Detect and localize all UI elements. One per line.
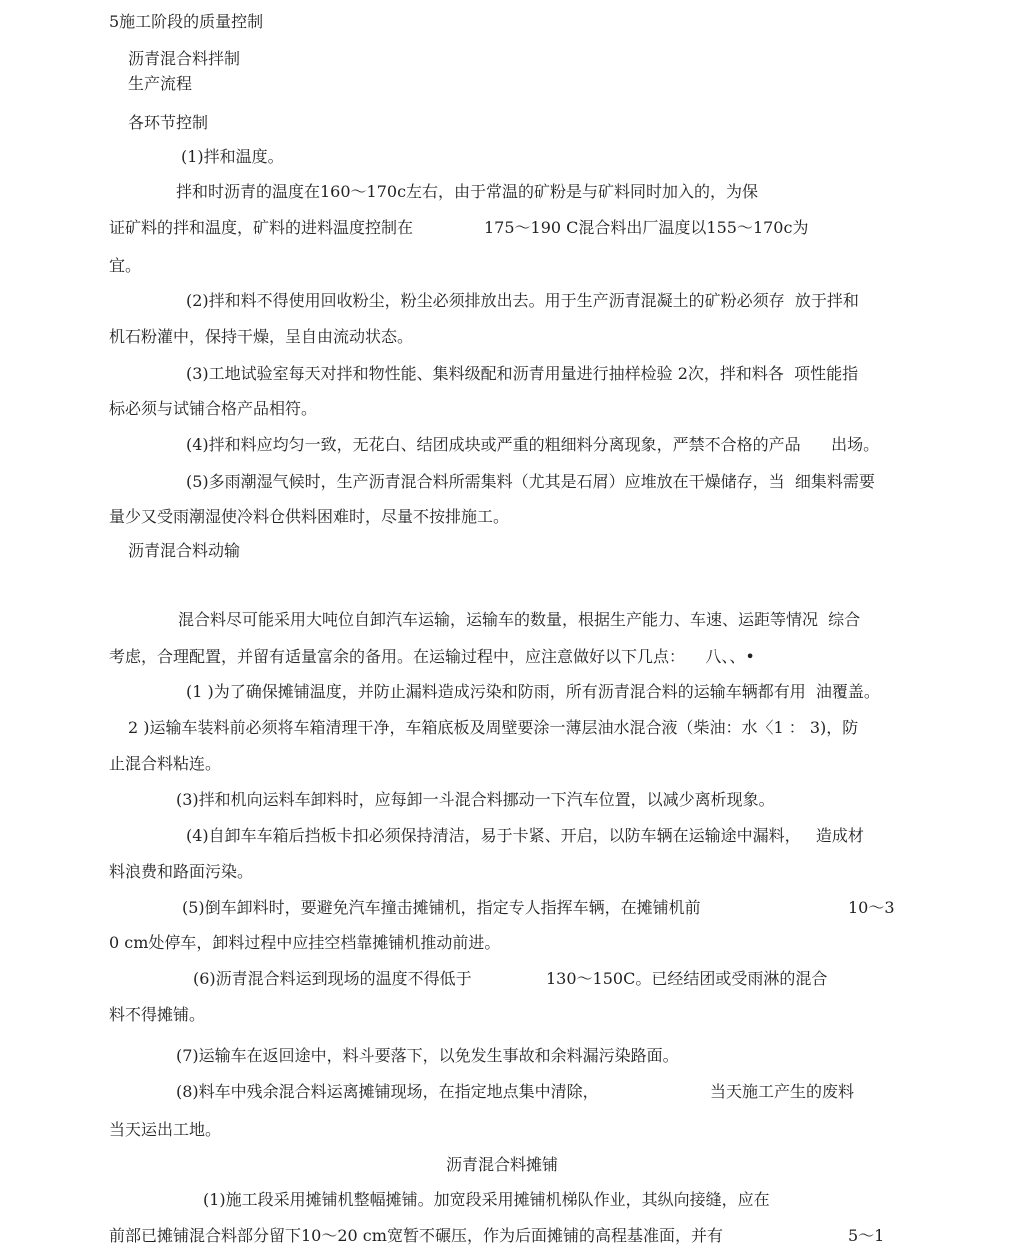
paragraph-line: 宜。 [109,256,142,275]
paragraph-line: (1 )为了确保摊铺温度，并防止漏料造成污染和防雨，所有沥青混合料的运输车辆都有用 油覆盖。 [186,682,880,701]
paragraph-line: 10〜3 [848,898,895,917]
paragraph-line: (2)拌和料不得使用回收粉尘，粉尘必须排放出去。用于生产沥青混凝土的矿粉必须存 放于拌和 [186,291,859,310]
paragraph-line: (1)施工段采用摊铺机整幅摊铺。加宽段采用摊铺机梯队作业，其纵向接缝，应在 [203,1190,770,1209]
paragraph-line: 175〜190 C混合料出厂温度以155〜170c为 [484,218,809,237]
paragraph-line: (5)倒车卸料时，要避免汽车撞击摊铺机，指定专人指挥车辆，在摊铺机前 [182,898,701,917]
subsection-heading: 生产流程 [128,74,193,93]
paragraph-line: (7)运输车在返回途中，料斗要落下，以免发生事故和余料漏污染路面。 [176,1046,679,1065]
section-heading: 5施工阶段的质量控制 [109,12,264,31]
paragraph-line: 量少又受雨潮湿使冷料仓供料困难时，尽量不按排施工。 [109,507,510,526]
paragraph-line: 拌和时沥青的温度在160〜170c左右，由于常温的矿粉是与矿料同时加入的，为保 [176,182,759,201]
subsection-heading: 各环节控制 [128,113,209,132]
paragraph-line: (4)自卸车车箱后挡板卡扣必须保持清洁，易于卡紧、开启，以防车辆在运输途中漏料， 造成材 [186,826,864,845]
paragraph-line: (8)料车中残余混合料运离摊铺现场，在指定地点集中清除， [176,1082,599,1101]
paragraph-line: 前部已摊铺混合料部分留下10〜20 cm宽暂不碾压，作为后面摊铺的高程基准面，并有 [109,1226,723,1245]
paragraph-line: 证矿料的拌和温度，矿料的进料温度控制在 [109,218,414,237]
paragraph-line: (5)多雨潮湿气候时，生产沥青混合料所需集料（尤其是石屑）应堆放在干燥储存，当 细集料需要 [186,472,875,491]
paragraph-line: (4)拌和料应均匀一致，无花白、结团成块或严重的粗细料分离现象，严禁不合格的产品 出场。 [186,435,880,454]
paragraph-line: (1)拌和温度。 [181,147,284,166]
paragraph-line: (3)拌和机向运料车卸料时，应每卸一斗混合料挪动一下汽车位置，以减少离析现象。 [176,790,775,809]
paragraph-line: 130〜150C。已经结团或受雨淋的混合 [546,969,828,988]
subsection-heading: 沥青混合料拌制 [128,49,241,68]
paragraph-line: 当天运出工地。 [109,1120,222,1139]
paragraph-line: 料不得摊铺。 [109,1005,206,1024]
subsection-heading: 沥青混合料动输 [128,541,241,560]
paragraph-line: 标必须与试铺合格产品相符。 [109,399,318,418]
paragraph-line: 混合料尽可能采用大吨位自卸汽车运输，运输车的数量，根据生产能力、车速、运距等情况 综合 [178,610,861,629]
paragraph-line: 料浪费和路面污染。 [109,862,254,881]
paragraph-line: 止混合料粘连。 [109,754,222,773]
subsection-heading: 沥青混合料摊铺 [446,1155,559,1174]
paragraph-line: 0 cm处停车，卸料过程中应挂空档靠摊铺机推动前进。 [109,933,501,952]
paragraph-line: (3)工地试验室每天对拌和物性能、集料级配和沥青用量进行抽样检验 2次，拌和料各 项性能指 [186,364,859,383]
paragraph-line: 当天施工产生的废料 [710,1082,855,1101]
paragraph-line: 机石粉灌中，保持干燥，呈自由流动状态。 [109,327,414,346]
paragraph-line: 2 )运输车装料前必须将车箱清理干净，车箱底板及周壁要涂一薄层油水混合液（柴油：水〈1 ： 3)，防 [128,718,859,737]
paragraph-line: (6)沥青混合料运到现场的温度不得低于 [193,969,472,988]
paragraph-line: 考虑，合理配置，并留有适量富余的备用。在运输过程中，应注意做好以下几点： 八、、• [109,647,755,666]
paragraph-line: 5〜1 [848,1226,885,1245]
